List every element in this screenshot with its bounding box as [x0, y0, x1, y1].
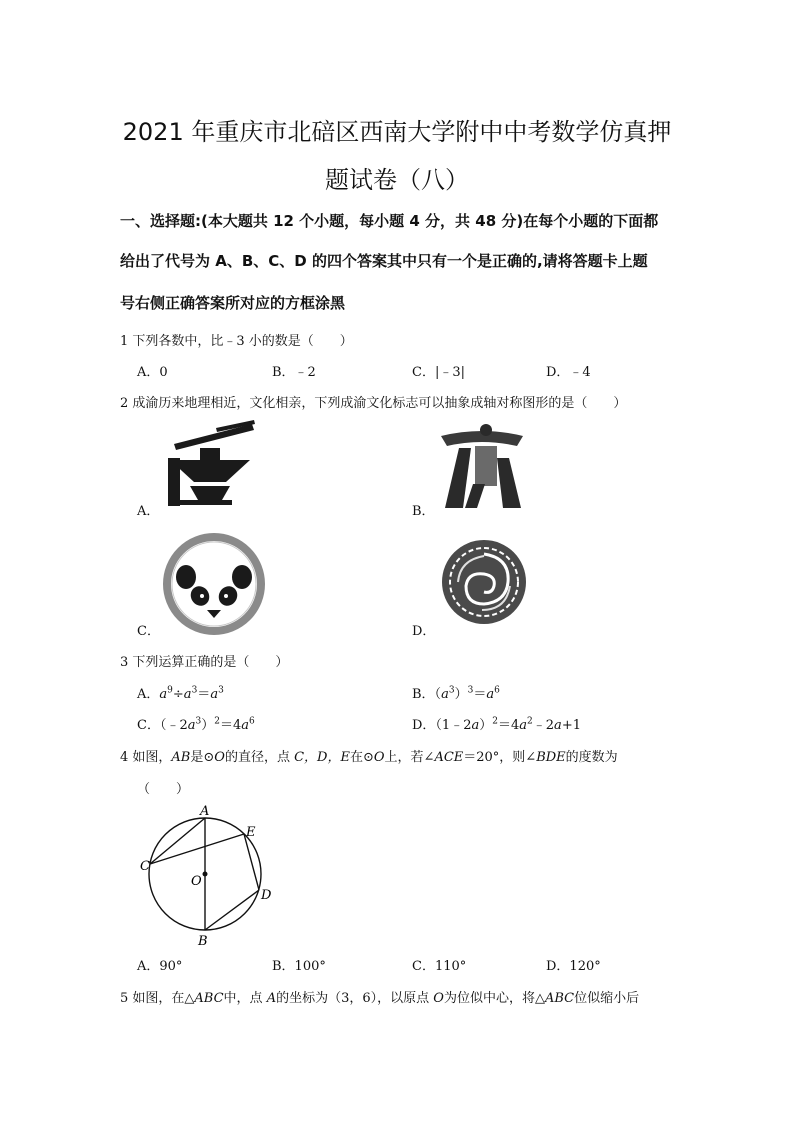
q4-option-d: D．120°	[546, 959, 601, 974]
q4-circle-figure	[130, 800, 280, 948]
chord-ce	[150, 834, 244, 864]
q2-label-a: A．	[137, 504, 160, 519]
q1-stem: 1 下列各数中，比﹣3 小的数是（ ）	[120, 334, 353, 349]
section-instructions-line2: 给出了代号为 A、B、C、D 的四个答案其中只有一个是正确的,请将答题卡上题	[120, 252, 648, 270]
q2-logo-c-panda-image	[162, 532, 266, 636]
q3-option-a: A．$a^9\div a^3=a^3$	[137, 685, 224, 702]
label-d: D	[261, 888, 272, 903]
label-c: C	[140, 859, 150, 874]
q4-option-a: A．90°	[137, 959, 183, 974]
q4-stem: 4 如图，AB是⊙O的直径，点 C，D，E在⊙O上，若∠ACE＝20°，则∠BDE的度数为	[120, 750, 618, 765]
label-e: E	[246, 825, 256, 840]
label-b: B	[198, 934, 208, 948]
q4-answer-paren: （ ）	[137, 782, 190, 797]
q4-option-c: C．110°	[412, 959, 467, 974]
q4-option-b: B．100°	[272, 959, 326, 974]
q2-label-b: B．	[412, 504, 435, 519]
chord-db	[205, 890, 259, 930]
q1-option-d: D．﹣4	[546, 365, 591, 380]
q2-label-d: D．	[412, 624, 436, 639]
q2-label-c: C．	[137, 624, 160, 639]
q3-option-b: B．$(a^3)^3=a^6$	[412, 685, 500, 702]
label-a: A	[200, 804, 210, 819]
q1-option-a: A．0	[137, 365, 168, 380]
q1-option-c: C．|﹣3|	[412, 365, 465, 380]
q2-stem: 2 成渝历来地理相近，文化相亲，下列成渝文化标志可以抽象成轴对称图形的是（ ）	[120, 396, 627, 411]
q3-option-c: C．$(﹣2a^3)^2=4a^6$	[137, 716, 255, 733]
section-instructions-line3: 号右侧正确答案所对应的方框涂黑	[120, 294, 346, 312]
exam-title-line2: 题试卷（八）	[325, 166, 469, 194]
q2-logo-a-image	[160, 420, 260, 510]
q5-stem: 5 如图，在△ABC中，点 A的坐标为（3，6），以原点 O为位似中心，将△ABC位似缩小后	[120, 991, 640, 1006]
q1-option-b: B．﹣2	[272, 365, 316, 380]
q2-logo-b-image	[437, 424, 527, 510]
center-point-o	[203, 872, 208, 877]
exam-title-line1: 2021 年重庆市北碚区西南大学附中中考数学仿真押	[122, 118, 672, 146]
q2-logo-d-swirl-image	[438, 536, 530, 628]
section-instructions-line1: 一、选择题:(本大题共 12 个小题，每小题 4 分，共 48 分)在每个小题的下面都	[120, 212, 659, 230]
q3-stem: 3 下列运算正确的是（ ）	[120, 655, 289, 670]
q3-option-d: D．$(1﹣2a)^2=4a^2﹣2a+1$	[412, 716, 581, 733]
label-o: O	[191, 874, 202, 889]
